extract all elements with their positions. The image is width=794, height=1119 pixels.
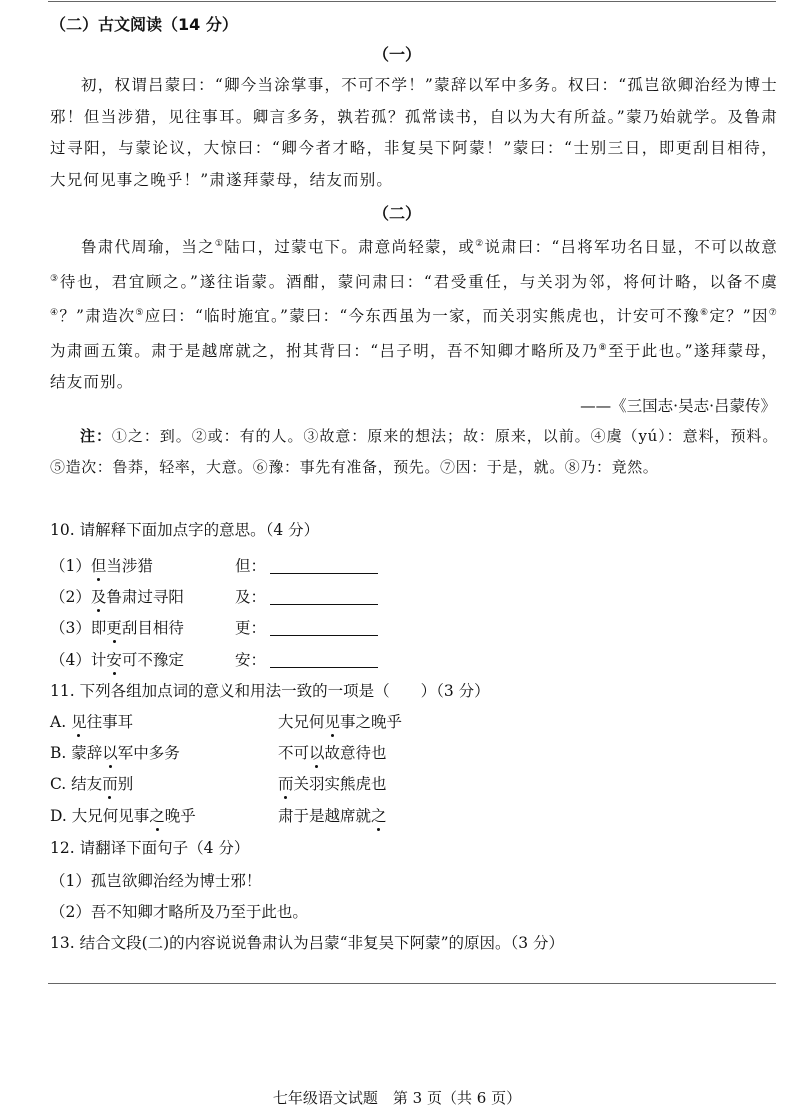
question-11-stem: 11. 下列各组加点词的意义和用法一致的一项是（ ）（3 分） bbox=[50, 682, 490, 700]
page-footer: 七年级语文试题 第 3 页（共 6 页） bbox=[272, 1089, 522, 1107]
question-11-option-a: A. 见往事耳 大兄何见事之晚乎 bbox=[50, 710, 402, 732]
answer-blank[interactable] bbox=[270, 619, 378, 636]
top-rule bbox=[48, 1, 776, 2]
answer-blank[interactable] bbox=[270, 588, 378, 605]
notes-text: ①之：到。②或：有的人。③故意：原来的想法；故：原来，以前。④虞（yú）：意料，预料。⑤造次：鲁莽，轻率，大意。⑥豫：事先有准备，预先。⑦因：于是，就。⑧乃：竟然。 bbox=[50, 427, 778, 476]
question-11-option-c: C. 结友而别 而关羽实熊虎也 bbox=[50, 772, 387, 794]
passage-2-heading: （二） bbox=[372, 204, 421, 223]
question-12-stem: 12. 请翻译下面句子（4 分） bbox=[50, 839, 250, 857]
question-11-option-b: B. 蒙辞以军中多务 不可以故意待也 bbox=[50, 741, 387, 763]
passage-1-text: 初，权谓吕蒙曰：“卿今当涂掌事，不可不学！”蒙辞以军中多务。权曰：“孤岂欲卿治经为博士邪！但当涉猎，见往事耳。卿言多务，孰若孤？孤常读书，自以为大有所益。”蒙乃始就学。及鲁肃过寻阳，与蒙论议，大惊曰：“卿今者才略，非复吴下阿蒙！”蒙曰：“士别三日，即更刮目相待，大兄何见事之晚乎！”肃遂拜蒙母，结友而别。 bbox=[50, 76, 778, 189]
passage-2-text: 鲁肃代周瑜，当之①陆口，过蒙屯下。肃意尚轻蒙，或②说肃曰：“吕将军功名日显，不可以故意③待也，君宜顾之。”遂往诣蒙。酒酣，蒙问肃曰：“君受重任，与关羽为邻，将何计略，以备不虞④？”肃造次⑤应曰：“临时施宜。”蒙曰：“今东西虽为一家，而关羽实熊虎也，计安可不豫⑥定？”因⑦为肃画五策。肃于是越席就之，拊其背曰：“吕子明，吾不知卿才略所及乃⑧至于此也。”遂拜蒙母，结友而别。 bbox=[50, 238, 779, 391]
passage-1-heading: （一） bbox=[372, 45, 421, 64]
bottom-rule bbox=[48, 983, 776, 984]
question-10-item: （3）即更刮目相待 更： bbox=[50, 616, 378, 638]
question-10-item: （1）但当涉猎 但： bbox=[50, 554, 378, 576]
answer-blank[interactable] bbox=[270, 557, 378, 574]
question-12-item: （2）吾不知卿才略所及乃至于此也。 bbox=[50, 903, 308, 921]
question-10-item: （2）及鲁肃过寻阳 及： bbox=[50, 585, 378, 607]
question-10-item: （4）计安可不豫定 安： bbox=[50, 648, 378, 670]
question-12-item: （1）孤岂欲卿治经为博士邪！ bbox=[50, 872, 262, 890]
notes bbox=[50, 421, 778, 483]
question-11-option-d: D. 大兄何见事之晚乎 肃于是越席就之 bbox=[50, 804, 387, 826]
question-13-stem: 13. 结合文段(二)的内容说说鲁肃认为吕蒙“非复吴下阿蒙”的原因。（3 分） bbox=[50, 934, 565, 952]
passage-2-source: ——《三国志·吴志·吕蒙传》 bbox=[580, 397, 776, 415]
question-10-stem: 10. 请解释下面加点字的意思。（4 分） bbox=[50, 521, 320, 539]
section-title: （二）古文阅读（14 分） bbox=[50, 15, 238, 34]
notes-label: 注： bbox=[80, 427, 112, 445]
answer-blank[interactable] bbox=[270, 651, 378, 668]
